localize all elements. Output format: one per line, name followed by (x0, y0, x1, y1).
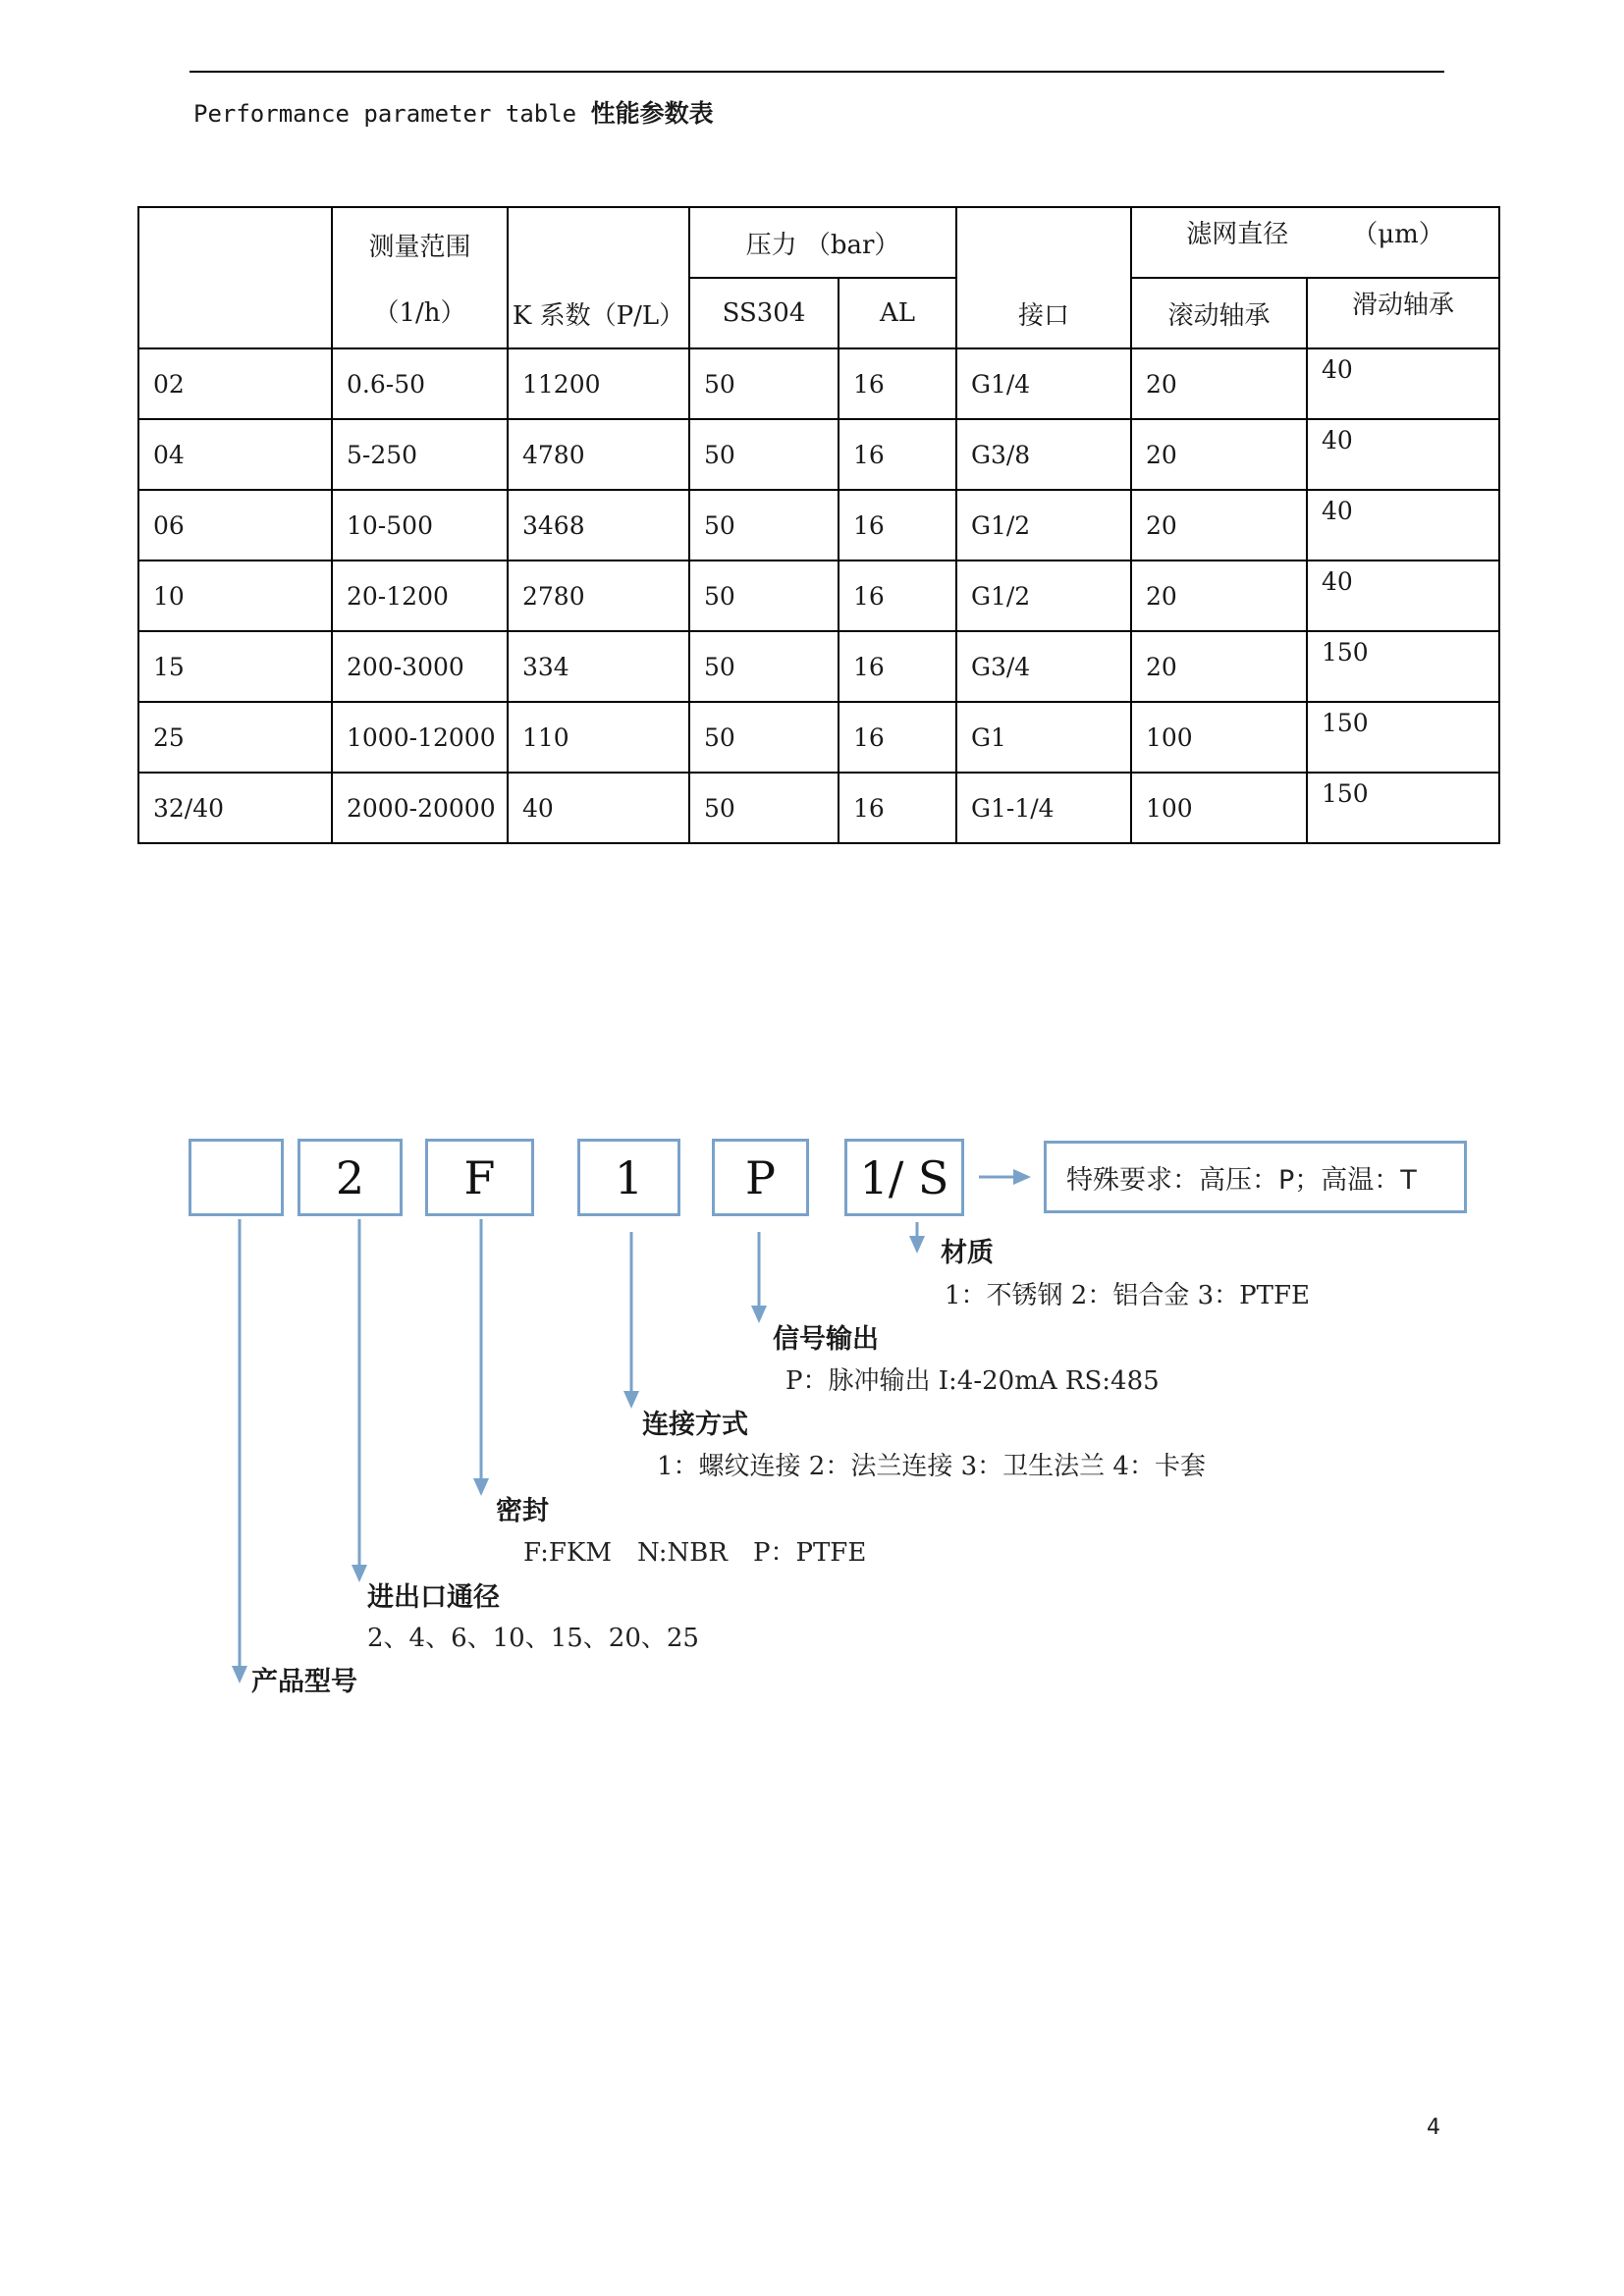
cell-range: 2000-20000 (332, 773, 508, 843)
code-box-signal: P (712, 1139, 809, 1216)
cell-rolling: 20 (1131, 490, 1307, 561)
code-box-model (189, 1139, 284, 1216)
cell-k-factor: 40 (508, 773, 689, 843)
cell-k-factor: 334 (508, 631, 689, 702)
cell-range: 1000-12000 (332, 702, 508, 773)
header-ss304: SS304 (689, 278, 839, 348)
cell-port: G1-1/4 (956, 773, 1131, 843)
cell-rolling: 20 (1131, 561, 1307, 631)
cell-k-factor: 11200 (508, 348, 689, 419)
header-k-factor: K 系数（P/L） (508, 207, 689, 348)
cell-ss304: 50 (689, 348, 839, 419)
label-connection-desc: 1：螺纹连接 2：法兰连接 3：卫生法兰 4：卡套 (657, 1452, 1206, 1481)
cell-ss304: 50 (689, 702, 839, 773)
cell-port: G1/4 (956, 348, 1131, 419)
arrowhead-connection (623, 1391, 639, 1409)
cell-ss304: 50 (689, 490, 839, 561)
special-requirements-box: 特殊要求：高压：P；高温：T (1044, 1141, 1467, 1213)
page-number: 4 (1427, 2115, 1440, 2140)
cell-k-factor: 2780 (508, 561, 689, 631)
cell-al: 16 (839, 419, 956, 490)
cell-model: 32/40 (138, 773, 332, 843)
cell-range: 200-3000 (332, 631, 508, 702)
code-box-diameter: 2 (298, 1139, 403, 1216)
header-pressure: 压力 （bar） (689, 207, 956, 278)
cell-al: 16 (839, 773, 956, 843)
cell-sliding: 40 (1307, 419, 1499, 490)
cell-port: G3/8 (956, 419, 1131, 490)
label-connection-title: 连接方式 (642, 1410, 748, 1440)
cell-al: 16 (839, 490, 956, 561)
arrowhead-diameter (352, 1565, 367, 1582)
cell-sliding: 150 (1307, 702, 1499, 773)
cell-k-factor: 3468 (508, 490, 689, 561)
cell-rolling: 20 (1131, 419, 1307, 490)
cell-ss304: 50 (689, 561, 839, 631)
cell-port: G1 (956, 702, 1131, 773)
header-filter: 滤网直径 （μm） (1131, 207, 1499, 278)
code-box-material: 1/ S (844, 1139, 964, 1216)
label-signal-title: 信号输出 (773, 1324, 879, 1355)
cell-model: 04 (138, 419, 332, 490)
code-box-seal: F (425, 1139, 534, 1216)
label-seal-title: 密封 (496, 1496, 549, 1526)
cell-k-factor: 4780 (508, 419, 689, 490)
cell-sliding: 150 (1307, 631, 1499, 702)
cell-port: G1/2 (956, 490, 1131, 561)
cell-port: G1/2 (956, 561, 1131, 631)
cell-sliding: 150 (1307, 773, 1499, 843)
cell-model: 15 (138, 631, 332, 702)
code-box-connection: 1 (577, 1139, 680, 1216)
cell-ss304: 50 (689, 419, 839, 490)
header-al: AL (839, 278, 956, 348)
header-range: 测量范围 （1/h） (332, 207, 508, 348)
label-diameter-desc: 2、4、6、10、15、20、25 (367, 1624, 699, 1653)
label-material-desc: 1：不锈钢 2：铝合金 3：PTFE (945, 1281, 1311, 1310)
cell-rolling: 20 (1131, 348, 1307, 419)
cell-ss304: 50 (689, 773, 839, 843)
header-port: 接口 (956, 207, 1131, 348)
label-signal-desc: P：脉冲输出 I:4-20mA RS:485 (785, 1366, 1160, 1396)
cell-sliding: 40 (1307, 348, 1499, 419)
cell-rolling: 100 (1131, 702, 1307, 773)
label-diameter-title: 进出口通径 (367, 1582, 500, 1613)
cell-sliding: 40 (1307, 490, 1499, 561)
cell-model: 25 (138, 702, 332, 773)
cell-ss304: 50 (689, 631, 839, 702)
cell-al: 16 (839, 702, 956, 773)
cell-model: 10 (138, 561, 332, 631)
label-material-title: 材质 (941, 1238, 994, 1268)
header-rolling-bearing: 滚动轴承 (1131, 278, 1307, 348)
arrowhead-material (909, 1236, 925, 1254)
cell-range: 20-1200 (332, 561, 508, 631)
cell-rolling: 100 (1131, 773, 1307, 843)
heading-english: Performance parameter table (193, 100, 591, 128)
cell-model: 02 (138, 348, 332, 419)
cell-sliding: 40 (1307, 561, 1499, 631)
cell-k-factor: 110 (508, 702, 689, 773)
cell-range: 0.6-50 (332, 348, 508, 419)
arrowhead-signal (751, 1306, 767, 1323)
cell-range: 10-500 (332, 490, 508, 561)
arrowhead-model (232, 1666, 247, 1683)
arrowhead-special (1013, 1169, 1031, 1185)
cell-al: 16 (839, 561, 956, 631)
arrowhead-seal (473, 1478, 489, 1496)
cell-model: 06 (138, 490, 332, 561)
cell-al: 16 (839, 348, 956, 419)
label-model-title: 产品型号 (251, 1667, 357, 1697)
cell-port: G3/4 (956, 631, 1131, 702)
cell-rolling: 20 (1131, 631, 1307, 702)
label-seal-desc: F:FKM N:NBR P：PTFE (523, 1538, 867, 1568)
cell-range: 5-250 (332, 419, 508, 490)
heading-chinese: 性能参数表 (590, 99, 714, 128)
header-sliding-bearing: 滑动轴承 (1307, 278, 1499, 348)
cell-al: 16 (839, 631, 956, 702)
